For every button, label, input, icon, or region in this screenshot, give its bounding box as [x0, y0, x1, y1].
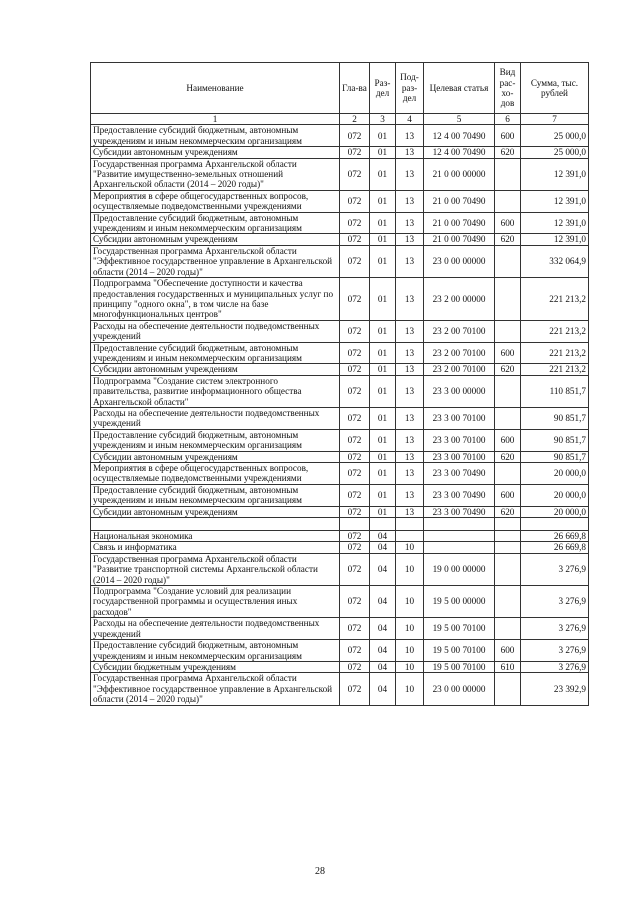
table-row [91, 531, 589, 542]
cell-glava: 072 [340, 190, 370, 212]
cell-statya: 19 0 00 00000 [424, 553, 495, 585]
cell-name: Подпрограмма "Создание условий для реализации государственной программы и осуществления иных расходов" [91, 586, 340, 618]
table-row [91, 125, 589, 147]
cell-vid [495, 407, 521, 429]
cell-statya: 23 3 00 70490 [424, 463, 495, 485]
column-number: 5 [424, 114, 495, 125]
cell-statya: 23 2 00 00000 [424, 278, 495, 321]
cell-statya: 19 5 00 70100 [424, 661, 495, 672]
cell-vid [495, 190, 521, 212]
header-razdel: Раз-дел [370, 63, 396, 114]
table-body [91, 125, 589, 705]
cell-vid: 620 [495, 147, 521, 158]
cell-vid [495, 518, 521, 531]
cell-glava: 072 [340, 553, 370, 585]
cell-glava: 072 [340, 234, 370, 245]
cell-podrazdel: 13 [396, 364, 424, 375]
cell-podrazdel: 13 [396, 407, 424, 429]
table-row [91, 618, 589, 640]
cell-summa [521, 518, 589, 531]
cell-razdel: 04 [370, 531, 396, 542]
cell-summa: 26 669,8 [521, 531, 589, 542]
cell-razdel: 04 [370, 673, 396, 705]
cell-glava: 072 [340, 640, 370, 662]
cell-name: Мероприятия в сфере общегосударственных вопросов, осуществляемые подведомственными учреждениями [91, 190, 340, 212]
cell-vid [495, 553, 521, 585]
table-row [91, 518, 589, 531]
cell-podrazdel: 13 [396, 158, 424, 190]
cell-summa: 3 276,9 [521, 661, 589, 672]
cell-name [91, 518, 340, 531]
budget-table [90, 62, 589, 706]
table-row [91, 245, 589, 277]
cell-razdel: 01 [370, 375, 396, 407]
cell-vid [495, 586, 521, 618]
cell-summa: 12 391,0 [521, 158, 589, 190]
cell-razdel: 04 [370, 618, 396, 640]
cell-statya: 23 3 00 70490 [424, 506, 495, 517]
cell-razdel: 04 [370, 661, 396, 672]
cell-podrazdel: 10 [396, 618, 424, 640]
cell-glava: 072 [340, 542, 370, 553]
table-row [91, 429, 589, 451]
cell-summa: 3 276,9 [521, 640, 589, 662]
cell-podrazdel: 13 [396, 342, 424, 364]
cell-glava: 072 [340, 342, 370, 364]
table-row [91, 375, 589, 407]
cell-razdel: 01 [370, 158, 396, 190]
column-number-row [91, 114, 589, 125]
cell-name: Субсидии бюджетным учреждениям [91, 661, 340, 672]
cell-glava: 072 [340, 147, 370, 158]
cell-razdel: 01 [370, 484, 396, 506]
table-row [91, 158, 589, 190]
cell-glava: 072 [340, 673, 370, 705]
table-row [91, 147, 589, 158]
table-row [91, 661, 589, 672]
cell-glava: 072 [340, 158, 370, 190]
cell-name: Государственная программа Архангельской области "Развитие имущественно-земельных отношений Архангельской области (2014 – 2020 годы)" [91, 158, 340, 190]
header-podrazdel: Под-раз-дел [396, 63, 424, 114]
cell-glava: 072 [340, 463, 370, 485]
cell-podrazdel: 10 [396, 640, 424, 662]
cell-vid: 620 [495, 506, 521, 517]
header-statya: Целевая статья [424, 63, 495, 114]
cell-summa: 3 276,9 [521, 618, 589, 640]
cell-name: Расходы на обеспечение деятельности подведомственных учреждений [91, 320, 340, 342]
cell-statya: 19 5 00 70100 [424, 618, 495, 640]
cell-glava: 072 [340, 451, 370, 462]
cell-podrazdel: 13 [396, 212, 424, 234]
cell-name: Расходы на обеспечение деятельности подведомственных учреждений [91, 407, 340, 429]
table-row [91, 506, 589, 517]
table-row [91, 463, 589, 485]
table-row [91, 484, 589, 506]
cell-vid: 600 [495, 125, 521, 147]
table-row [91, 586, 589, 618]
cell-glava: 072 [340, 429, 370, 451]
cell-glava: 072 [340, 506, 370, 517]
cell-podrazdel: 13 [396, 429, 424, 451]
cell-statya: 23 3 00 70100 [424, 451, 495, 462]
cell-podrazdel: 13 [396, 320, 424, 342]
cell-vid [495, 320, 521, 342]
cell-vid [495, 245, 521, 277]
cell-name: Субсидии автономным учреждениям [91, 147, 340, 158]
cell-summa: 12 391,0 [521, 234, 589, 245]
header-row [91, 63, 589, 114]
cell-glava: 072 [340, 364, 370, 375]
cell-podrazdel: 13 [396, 375, 424, 407]
cell-summa: 20 000,0 [521, 506, 589, 517]
cell-summa: 3 276,9 [521, 586, 589, 618]
cell-vid: 600 [495, 429, 521, 451]
cell-vid [495, 542, 521, 553]
cell-name: Предоставление субсидий бюджетным, автономным учреждениям и иным некоммерческим организациям [91, 125, 340, 147]
cell-podrazdel: 10 [396, 542, 424, 553]
cell-razdel: 01 [370, 245, 396, 277]
column-number: 7 [521, 114, 589, 125]
cell-statya: 12 4 00 70490 [424, 125, 495, 147]
cell-name: Субсидии автономным учреждениям [91, 234, 340, 245]
table-row [91, 342, 589, 364]
cell-summa: 221 213,2 [521, 320, 589, 342]
cell-statya: 23 3 00 70490 [424, 484, 495, 506]
cell-vid: 600 [495, 342, 521, 364]
cell-glava: 072 [340, 212, 370, 234]
cell-razdel: 01 [370, 212, 396, 234]
cell-razdel: 01 [370, 407, 396, 429]
cell-name: Предоставление субсидий бюджетным, автономным учреждениям и иным некоммерческим организациям [91, 484, 340, 506]
cell-razdel: 01 [370, 451, 396, 462]
cell-summa: 221 213,2 [521, 278, 589, 321]
column-number: 3 [370, 114, 396, 125]
cell-summa: 332 064,9 [521, 245, 589, 277]
cell-glava: 072 [340, 375, 370, 407]
table-row [91, 640, 589, 662]
cell-vid [495, 618, 521, 640]
table-row [91, 673, 589, 705]
header-vid: Вид рас-хо-дов [495, 63, 521, 114]
cell-podrazdel: 13 [396, 245, 424, 277]
cell-name: Связь и информатика [91, 542, 340, 553]
cell-summa: 23 392,9 [521, 673, 589, 705]
cell-statya: 23 2 00 70100 [424, 342, 495, 364]
cell-summa: 90 851,7 [521, 407, 589, 429]
cell-razdel [370, 518, 396, 531]
cell-razdel: 01 [370, 429, 396, 451]
cell-vid: 600 [495, 212, 521, 234]
cell-glava: 072 [340, 586, 370, 618]
cell-summa: 221 213,2 [521, 364, 589, 375]
cell-glava: 072 [340, 661, 370, 672]
table-row [91, 190, 589, 212]
cell-statya: 21 0 00 70490 [424, 234, 495, 245]
cell-razdel: 04 [370, 640, 396, 662]
cell-summa: 90 851,7 [521, 451, 589, 462]
cell-vid: 600 [495, 484, 521, 506]
cell-statya [424, 542, 495, 553]
table-row [91, 364, 589, 375]
cell-statya: 21 0 00 70490 [424, 212, 495, 234]
cell-statya: 21 0 00 00000 [424, 158, 495, 190]
cell-name: Предоставление субсидий бюджетным, автономным учреждениям и иным некоммерческим организациям [91, 212, 340, 234]
cell-vid: 600 [495, 640, 521, 662]
cell-glava: 072 [340, 618, 370, 640]
cell-glava: 072 [340, 407, 370, 429]
cell-podrazdel: 13 [396, 451, 424, 462]
cell-summa: 20 000,0 [521, 463, 589, 485]
cell-name: Субсидии автономным учреждениям [91, 451, 340, 462]
cell-glava: 072 [340, 278, 370, 321]
cell-statya [424, 531, 495, 542]
cell-razdel: 04 [370, 542, 396, 553]
cell-podrazdel: 13 [396, 484, 424, 506]
cell-name: Предоставление субсидий бюджетным, автономным учреждениям и иным некоммерческим организациям [91, 429, 340, 451]
cell-name: Подпрограмма "Обеспечение доступности и качества предоставления государственных и муниципальных услуг по принципу "одного окна", в том числе на базе многофункциональных центров" [91, 278, 340, 321]
cell-vid [495, 531, 521, 542]
cell-glava: 072 [340, 125, 370, 147]
cell-summa: 25 000,0 [521, 147, 589, 158]
cell-statya: 21 0 00 70490 [424, 190, 495, 212]
cell-podrazdel [396, 531, 424, 542]
header-glava: Гла-ва [340, 63, 370, 114]
cell-statya [424, 518, 495, 531]
cell-name: Государственная программа Архангельской области "Эффективное государственное управление в Архангельской области (2014 – 2020 годы)" [91, 245, 340, 277]
table-row [91, 451, 589, 462]
cell-summa: 221 213,2 [521, 342, 589, 364]
cell-name: Государственная программа Архангельской области "Эффективное государственное управление в Архангельской области (2014 – 2020 годы)" [91, 673, 340, 705]
cell-podrazdel: 13 [396, 278, 424, 321]
cell-vid [495, 278, 521, 321]
cell-statya: 23 3 00 70100 [424, 429, 495, 451]
header-summa: Сумма, тыс. рублей [521, 63, 589, 114]
cell-statya: 19 5 00 70100 [424, 640, 495, 662]
cell-name: Предоставление субсидий бюджетным, автономным учреждениям и иным некоммерческим организациям [91, 342, 340, 364]
cell-statya: 23 3 00 70100 [424, 407, 495, 429]
cell-razdel: 01 [370, 342, 396, 364]
cell-statya: 23 3 00 00000 [424, 375, 495, 407]
cell-summa: 12 391,0 [521, 212, 589, 234]
cell-glava: 072 [340, 484, 370, 506]
cell-podrazdel: 13 [396, 506, 424, 517]
cell-vid [495, 463, 521, 485]
cell-podrazdel: 13 [396, 463, 424, 485]
cell-razdel: 01 [370, 463, 396, 485]
cell-vid: 610 [495, 661, 521, 672]
cell-razdel: 01 [370, 278, 396, 321]
cell-statya: 19 5 00 00000 [424, 586, 495, 618]
cell-summa: 26 669,8 [521, 542, 589, 553]
cell-glava [340, 518, 370, 531]
cell-razdel: 04 [370, 586, 396, 618]
cell-vid [495, 158, 521, 190]
cell-statya: 23 0 00 00000 [424, 673, 495, 705]
cell-podrazdel: 13 [396, 190, 424, 212]
cell-razdel: 01 [370, 364, 396, 375]
table-row [91, 234, 589, 245]
cell-name: Национальная экономика [91, 531, 340, 542]
cell-razdel: 01 [370, 320, 396, 342]
cell-summa: 110 851,7 [521, 375, 589, 407]
cell-razdel: 01 [370, 234, 396, 245]
table-row [91, 212, 589, 234]
cell-vid: 620 [495, 364, 521, 375]
table-row [91, 542, 589, 553]
cell-summa: 90 851,7 [521, 429, 589, 451]
cell-statya: 23 2 00 70100 [424, 320, 495, 342]
cell-vid: 620 [495, 451, 521, 462]
cell-statya: 12 4 00 70490 [424, 147, 495, 158]
cell-summa: 25 000,0 [521, 125, 589, 147]
cell-name: Мероприятия в сфере общегосударственных вопросов, осуществляемые подведомственными учреждениями [91, 463, 340, 485]
cell-podrazdel: 10 [396, 586, 424, 618]
cell-podrazdel: 10 [396, 553, 424, 585]
cell-name: Государственная программа Архангельской области "Развитие транспортной системы Архангельской области (2014 – 2020 годы)" [91, 553, 340, 585]
cell-vid [495, 375, 521, 407]
table-row [91, 278, 589, 321]
header-name: Наименование [91, 63, 340, 114]
cell-name: Подпрограмма "Создание систем электронного правительства, развитие информационного общества Архангельской области" [91, 375, 340, 407]
cell-podrazdel: 13 [396, 125, 424, 147]
table-row [91, 407, 589, 429]
cell-name: Расходы на обеспечение деятельности подведомственных учреждений [91, 618, 340, 640]
column-number: 6 [495, 114, 521, 125]
cell-razdel: 04 [370, 553, 396, 585]
cell-glava: 072 [340, 531, 370, 542]
cell-podrazdel: 10 [396, 673, 424, 705]
cell-statya: 23 0 00 00000 [424, 245, 495, 277]
cell-statya: 23 2 00 70100 [424, 364, 495, 375]
cell-summa: 3 276,9 [521, 553, 589, 585]
cell-glava: 072 [340, 245, 370, 277]
cell-podrazdel [396, 518, 424, 531]
cell-podrazdel: 13 [396, 147, 424, 158]
column-number: 1 [91, 114, 340, 125]
cell-razdel: 01 [370, 125, 396, 147]
cell-vid [495, 673, 521, 705]
cell-razdel: 01 [370, 147, 396, 158]
table-row [91, 320, 589, 342]
cell-summa: 12 391,0 [521, 190, 589, 212]
cell-razdel: 01 [370, 190, 396, 212]
cell-razdel: 01 [370, 506, 396, 517]
table-row [91, 553, 589, 585]
cell-name: Предоставление субсидий бюджетным, автономным учреждениям и иным некоммерческим организациям [91, 640, 340, 662]
column-number: 2 [340, 114, 370, 125]
page-number: 28 [315, 866, 325, 877]
cell-summa: 20 000,0 [521, 484, 589, 506]
cell-name: Субсидии автономным учреждениям [91, 506, 340, 517]
cell-vid: 620 [495, 234, 521, 245]
cell-glava: 072 [340, 320, 370, 342]
column-number: 4 [396, 114, 424, 125]
cell-name: Субсидии автономным учреждениям [91, 364, 340, 375]
cell-podrazdel: 10 [396, 661, 424, 672]
cell-podrazdel: 13 [396, 234, 424, 245]
